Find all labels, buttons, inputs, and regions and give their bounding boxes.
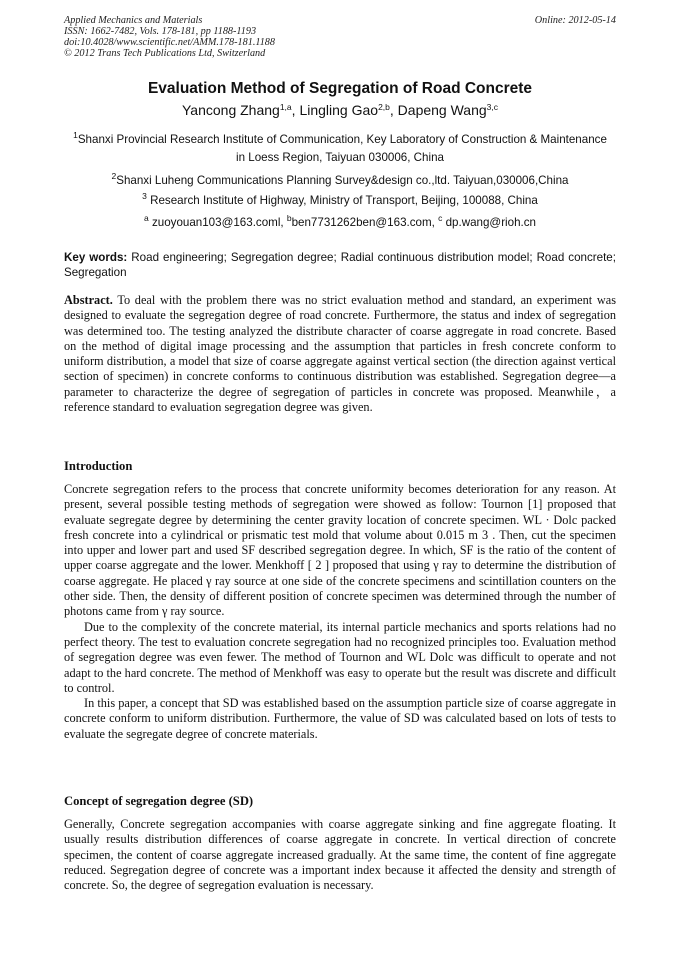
- journal-header: [64, 15, 616, 59]
- author-affil-mark: 2,b: [378, 102, 390, 112]
- paragraph: Generally, Concrete segregation accompanies with coarse aggregate sinking and fine aggregate floating. It usually results distribution differences of coarse aggregate in concrete. In vertical direction of concrete specimen, the content of coarse aggregate increased gradually. At the same time, the content of fine aggregate reduced. Segregation degree of concrete was a important index because it affected the density and strength of concrete. So, the degree of segregation evaluation is necessary.: [64, 817, 616, 893]
- affiliation-1: [72, 131, 608, 167]
- email-mark: a: [143, 213, 149, 223]
- email-address[interactable]: dp.wang@rioh.cn: [445, 216, 536, 229]
- paper-title: Evaluation Method of Segregation of Road Concrete: [147, 80, 533, 97]
- email-mark: b: [286, 213, 292, 223]
- section-heading-concept: Concept of segregation degree (SD): [64, 794, 254, 808]
- paragraph: In this paper, a concept that SD was established based on the assumption particle size of coarse aggregate in concrete conform to uniform distribution. Furthermore, the value of SD was calculated based on lots of tests to evaluate the segregate degree of concrete materials.: [64, 696, 616, 741]
- email-list: [64, 214, 616, 232]
- paragraph: Concrete segregation refers to the process that concrete uniformity becomes deterioration for any reason. At present, several possible testing methods of segregation were showed as follow: Tournon [1] proposed that evaluate segregate degree by determining the center gravity location of concrete specimen. WL · Dolc packed fresh concrete into a cylindrical or prismatic test mold that volume about 0.015 m 3 . Then, cut the specimen into upper and lower part and used SF described segregation degree. In which, SF is the ratio of the content of upper coarse aggregate and the lower. Menkhoff [ 2 ] proposed that using γ ray to determine the distribution of coarse aggregate. He placed γ ray source at one side of the concrete specimens and scintillation counters on the other side. Then, the density of different position of concrete specimen was determined through the number of photons came from γ ray source.: [64, 482, 616, 619]
- doi-line: doi:10.4028/www.scientific.net/AMM.178-181.1188: [64, 37, 275, 48]
- email-address[interactable]: zuoyouan103@163.coml,: [151, 216, 284, 229]
- abstract-text: To deal with the problem there was no strict evaluation method and standard, an experiment was designed to evaluate the segregation degree of road concrete. Furthermore, the status and index of segregation was determined too. The testing analyzed the distribute character of coarse aggregate in road concrete. Based on the method of digital image processing and the assumption that particles in fresh concrete conform to uniform distribution, a model that size of coarse aggregate against vertical section (the direction against vertical section of specimen) in concrete conforms to continuous distribution was established. Segregation degree—a parameter to characterize the degree of segregation of particles in concrete was proposed. Meanwhile，a reference standard to evaluation segregation degree was given.: [64, 293, 616, 415]
- copyright-line: © 2012 Trans Tech Publications Ltd, Switzerland: [64, 48, 266, 59]
- author-name: Yancong Zhang: [182, 102, 280, 118]
- affiliation-2: [72, 172, 608, 190]
- author-name: Lingling Gao: [299, 102, 379, 118]
- author-affil-mark: 3,c: [486, 102, 498, 112]
- keywords-label: Key words:: [64, 251, 128, 264]
- email-address[interactable]: ben7731262ben@163.com,: [291, 216, 435, 229]
- journal-name: Applied Mechanics and Materials: [64, 15, 203, 26]
- affiliation-mark: 3: [142, 191, 147, 201]
- affiliation-mark: 2: [111, 171, 117, 181]
- keywords-text: Road engineering; Segregation degree; Radial continuous distribution model; Road concrete; Segregation: [64, 251, 616, 279]
- affiliation-text: Research Institute of Highway, Ministry of Transport, Beijing, 100088, China: [150, 194, 538, 207]
- affiliation-text: Shanxi Luheng Communications Planning Survey&design co.,ltd. Taiyuan,030006,China: [116, 174, 569, 187]
- affiliation-text: Shanxi Provincial Research Institute of Communication, Key Laboratory of Construction & Maintenance in Loess Region, Taiyuan 030006, China: [77, 133, 607, 164]
- affiliation-3: [72, 192, 608, 210]
- author-name: Dapeng Wang: [397, 102, 487, 118]
- abstract-block: [64, 293, 616, 415]
- author-list: Yancong Zhang$^{1,a}$, Lingling Gao$^{2,b}$, Dapeng Wang$^{3,c}$: [182, 102, 498, 118]
- email-mark: c: [438, 213, 443, 223]
- author-affil-mark: 1,a: [279, 102, 292, 112]
- affiliation-mark: 1: [73, 130, 78, 140]
- introduction-body: [64, 482, 616, 742]
- concept-body: [64, 817, 616, 893]
- online-date: Online: 2012-05-14: [534, 15, 616, 26]
- abstract-label: Abstract.: [64, 293, 113, 307]
- paragraph: Due to the complexity of the concrete material, its internal particle mechanics and sports relations had no perfect theory. The test to evaluation concrete segregation had no recognized principles too. Evaluation method of segregation degree was even fewer. The method of Tournon and WL Dolc was difficult to operate and not adapt to the hard concrete. The method of Menkhoff was easy to operate but the result was discrete and difficult to control.: [64, 619, 616, 695]
- section-heading-introduction: Introduction: [64, 459, 133, 473]
- keywords-block: [64, 250, 616, 280]
- issn-line: ISSN: 1662-7482, Vols. 178-181, pp 1188-1193: [64, 26, 257, 37]
